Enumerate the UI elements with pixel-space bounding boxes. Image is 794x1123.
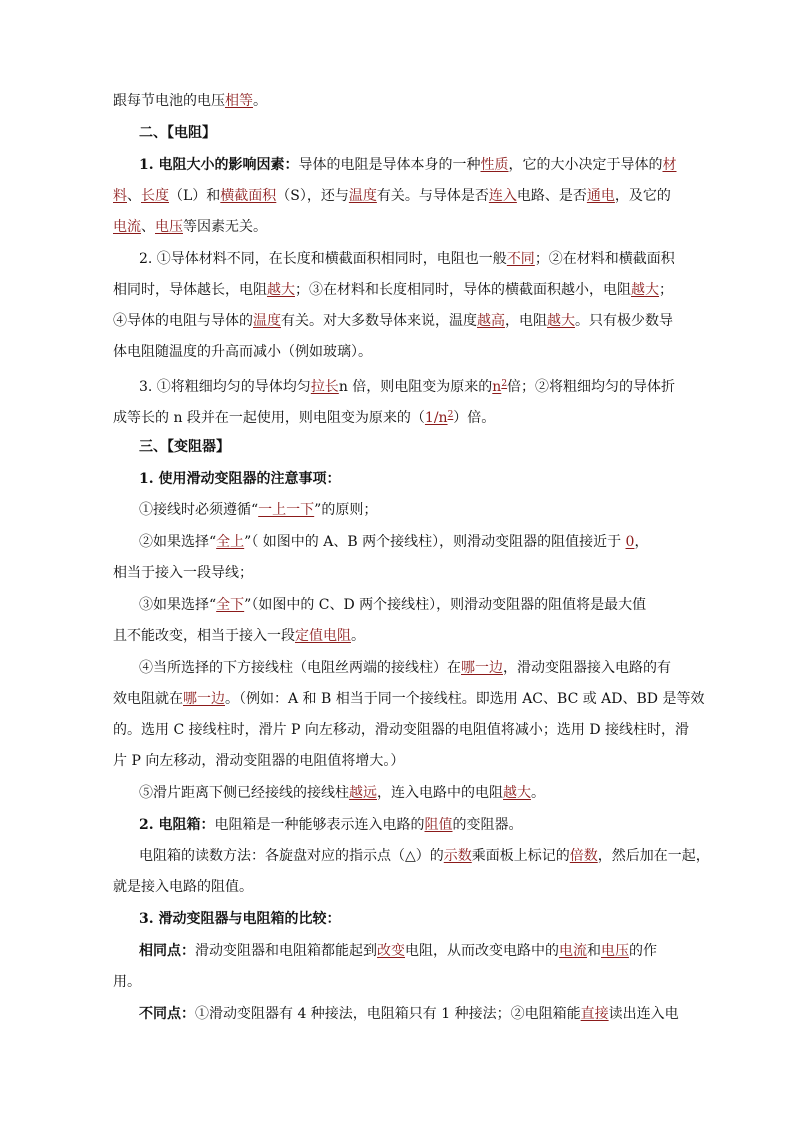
text-line [139, 500, 709, 520]
body-text: ”（如图中的 C、D 两个接线柱），则滑动变阻器的阻值将是最大值 [244, 597, 647, 613]
body-text: 。只有极少数导 [575, 313, 673, 329]
answer-text: 倍数 [569, 848, 598, 864]
text-line [113, 342, 683, 362]
answer-text: 温度 [348, 188, 377, 204]
text-line [113, 405, 683, 425]
bold-text: 3. 滑动变阻器与电阻箱的比较： [139, 911, 341, 927]
text-line [113, 720, 690, 740]
body-text: ④导体的电阻与导体的 [113, 313, 253, 329]
answer-text: 越大 [267, 282, 295, 298]
text-line [139, 909, 709, 929]
bold-text: 不同点： [139, 1006, 195, 1022]
body-text: 片 P 向左移动，滑动变阻器的电阻值将增大。） [113, 753, 405, 769]
text-line [113, 626, 683, 646]
text-line [113, 689, 705, 709]
body-text: 乘面板上标记的 [471, 848, 570, 864]
body-text: ①滑动变阻器有 4 种接法，电阻箱只有 1 种接法；②电阻箱能 [195, 1006, 581, 1022]
answer-text: n [492, 379, 502, 395]
text-line [113, 877, 683, 897]
body-text: 2. ①导体材料不同，在长度和横截面积相同时，电阻也一般 [139, 251, 507, 267]
answer-text: 温度 [253, 313, 281, 329]
answer-text: 不同 [506, 251, 535, 267]
answer-text: 越大 [547, 313, 575, 329]
text-line [139, 437, 709, 457]
body-text: ； [659, 282, 673, 298]
answer-text: 越大 [503, 785, 531, 801]
body-text: （L）和 [169, 188, 221, 204]
body-text: 等因素无关。 [183, 219, 267, 235]
body-text: ，然后加在一起， [597, 848, 710, 864]
text-line [113, 751, 683, 771]
text-line [139, 941, 709, 961]
body-text: ③如果选择“ [139, 597, 217, 613]
answer-text: 电流 [559, 943, 587, 959]
body-text: 成等长的 n 段并在一起使用，则电阻变为原来的（ [113, 410, 425, 426]
text-line [113, 972, 683, 992]
body-text: 的。选用 C 接线柱时，滑片 P 向左移动，滑动变阻器的电阻值将减小；选用 D 接线柱时，滑 [113, 722, 690, 738]
body-text: ，它的大小决定于导体的 [508, 157, 663, 173]
body-text: 、 [127, 188, 141, 204]
body-text: ”的原则； [314, 502, 378, 518]
body-text: 效电阻就在 [113, 691, 183, 707]
body-text: ）倍。 [453, 410, 496, 426]
bold-text: 相同点： [139, 943, 195, 959]
body-text: 导体的电阻是导体本身的一种 [298, 157, 481, 173]
body-text: 的作 [629, 943, 657, 959]
answer-text: 改变 [377, 943, 405, 959]
answer-text: 越远 [349, 785, 377, 801]
text-line [139, 532, 709, 552]
answer-text: 哪一边 [183, 691, 225, 707]
body-text: 。（例如：A 和 B 相当于同一个接线柱。即选用 AC、BC 或 AD、BD 是等效 [225, 691, 705, 707]
body-text: 读出连入电 [608, 1006, 679, 1022]
body-text: 体电阻随温度的升高而减小（例如玻璃）。 [113, 344, 372, 360]
body-text: 相同时，导体越长，电阻 [113, 282, 267, 298]
body-text: ”（ 如图中的 A、B 两个接线柱），则滑动变阻器的阻值接近于 [244, 534, 626, 550]
bold-text: 1. 使用滑动变阻器的注意事项： [139, 471, 341, 487]
body-text: 用。 [113, 974, 141, 990]
body-text: 、 [141, 219, 155, 235]
body-text: ⑤滑片距离下侧已经接线的接线柱 [139, 785, 349, 801]
bold-text: 三、【变阻器】 [139, 439, 230, 455]
body-text: 3. ①将粗细均匀的导体均匀 [139, 379, 311, 395]
body-text: ②如果选择“ [139, 534, 217, 550]
body-text: ， [634, 534, 649, 550]
answer-text: 定值电阻 [295, 628, 351, 644]
answer-text: 横截面积 [220, 188, 277, 204]
text-line [139, 783, 709, 803]
body-text: 电阻箱的读数方法：各旋盘对应的指示点（△）的 [139, 848, 444, 864]
text-line [139, 249, 709, 269]
body-text: 。 [351, 628, 365, 644]
text-line [139, 846, 709, 866]
text-line [139, 469, 709, 489]
text-line [139, 815, 709, 835]
answer-text: 2 [501, 379, 508, 389]
body-text: ，滑动变阻器接入电路的有 [503, 660, 671, 676]
body-text: 倍；②将粗细均匀的导体折 [507, 379, 676, 395]
text-line [113, 217, 683, 237]
answer-text: 材 [662, 157, 677, 173]
answer-text: 电流 [113, 219, 141, 235]
body-text: 且不能改变，相当于接入一段 [113, 628, 295, 644]
body-text: n 倍，则电阻变为原来的 [338, 379, 493, 395]
answer-text: 拉长 [310, 379, 339, 395]
answer-text: 料 [113, 188, 127, 204]
text-line [113, 311, 683, 331]
body-text: ；③在材料和长度相同时，导体的横截面积越小，电阻 [295, 282, 631, 298]
text-line [139, 155, 709, 175]
body-text: ；②在材料和横截面积 [534, 251, 675, 267]
body-text: 就是接入电路的阻值。 [113, 879, 253, 895]
body-text: （S），还与 [276, 188, 349, 204]
body-text: 电路、是否 [516, 188, 587, 204]
bold-text: 2. 电阻箱： [139, 817, 215, 833]
answer-text: 性质 [480, 157, 509, 173]
body-text: ④当所选择的下方接线柱（电阻丝两端的接线柱）在 [139, 660, 461, 676]
text-line [113, 186, 683, 206]
answer-text: 全下 [216, 597, 245, 613]
body-text: 相当于接入一段导线； [113, 565, 253, 581]
text-line [139, 374, 709, 394]
answer-text: 相等 [225, 93, 253, 109]
answer-text: 阻值 [424, 817, 453, 833]
text-line [139, 1004, 709, 1024]
text-line [139, 658, 709, 678]
body-text: 。 [531, 785, 545, 801]
body-text: 的变阻器。 [452, 817, 523, 833]
answer-text: 1/n [424, 410, 448, 426]
text-line [113, 280, 683, 300]
body-text: ，电阻 [505, 313, 547, 329]
answer-text: 2 [447, 410, 454, 420]
body-text: 。 [253, 93, 267, 109]
body-text: 有关。与导体是否 [376, 188, 489, 204]
answer-text: 越大 [631, 282, 659, 298]
answer-text: 哪一边 [461, 660, 503, 676]
body-text: ①接线时必须遵循“ [139, 502, 259, 518]
answer-text: 一上一下 [258, 502, 315, 518]
answer-text: 全上 [216, 534, 245, 550]
answer-text: 越高 [477, 313, 505, 329]
text-line [139, 123, 709, 143]
body-text: 电阻，从而改变电路中的 [405, 943, 559, 959]
text-line [113, 563, 683, 583]
body-text: 电阻箱是一种能够表示连入电路的 [214, 817, 425, 833]
bold-text: 1. 电阻大小的影响因素： [139, 157, 299, 173]
bold-text: 二、【电阻】 [139, 125, 216, 141]
answer-text: 直接 [580, 1006, 609, 1022]
body-text: 滑动变阻器和电阻箱都能起到 [195, 943, 377, 959]
body-text: 有关。对大多数导体来说，温度 [281, 313, 477, 329]
text-line [139, 595, 709, 615]
answer-text: 连入 [488, 188, 517, 204]
answer-text: 示数 [443, 848, 472, 864]
body-text: 和 [587, 943, 601, 959]
answer-text: 电压 [155, 219, 183, 235]
answer-text: 通电 [586, 188, 615, 204]
answer-text: 0 [625, 534, 635, 550]
answer-text: 长度 [141, 188, 169, 204]
body-text: ，连入电路中的电阻 [377, 785, 503, 801]
body-text: ，及它的 [614, 188, 671, 204]
text-line [113, 91, 683, 111]
body-text: 跟每节电池的电压 [113, 93, 225, 109]
answer-text: 电压 [601, 943, 629, 959]
